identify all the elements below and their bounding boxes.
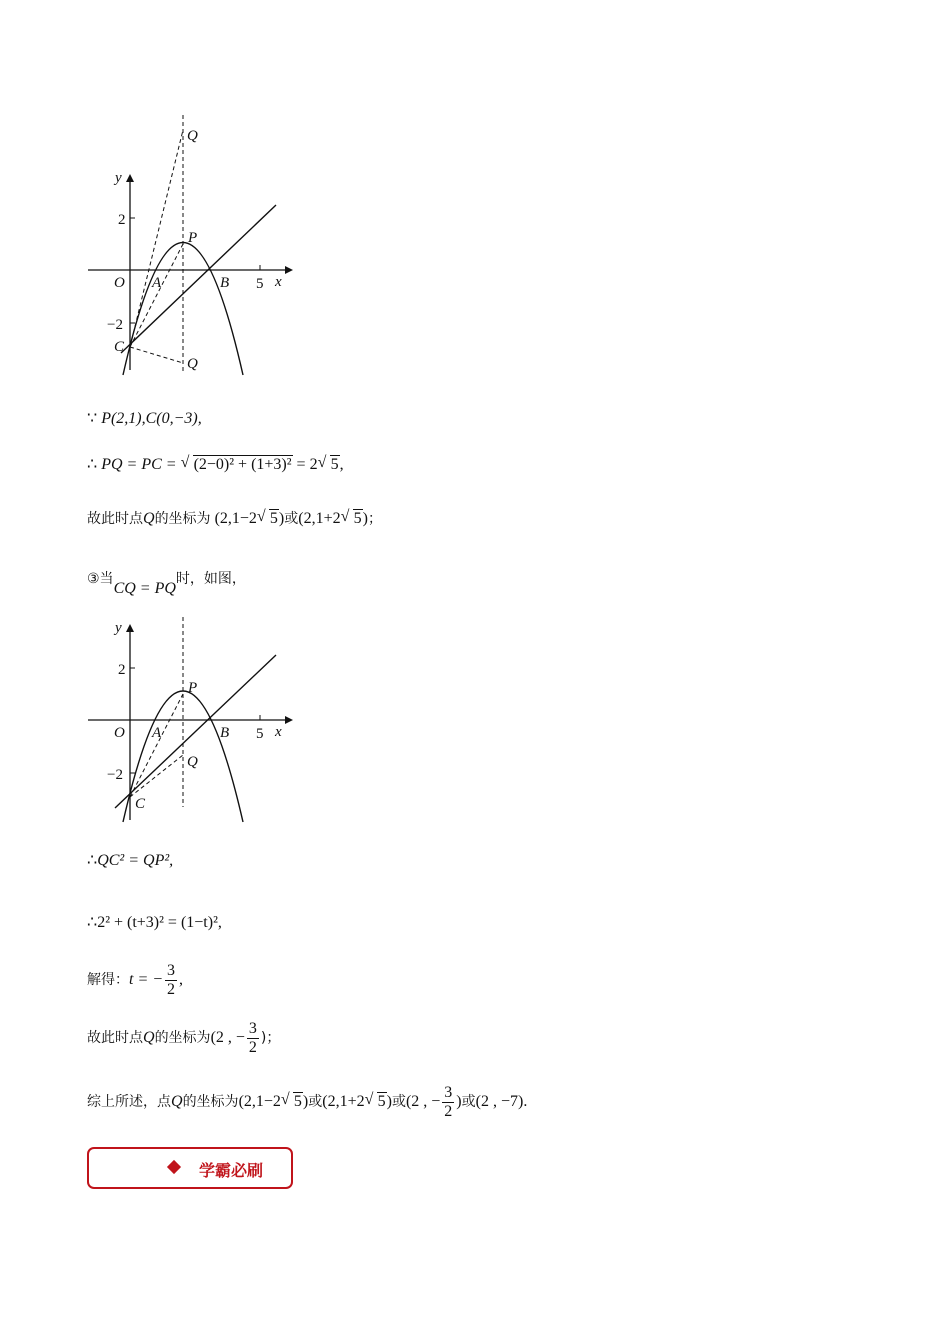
line-9-or2: 或	[391, 1094, 406, 1111]
diamond-icon	[167, 1160, 181, 1174]
fig1-label-O: O	[114, 275, 125, 291]
answer-b-rad: 5	[377, 1093, 386, 1111]
fig1-label-Q-bottom: Q	[187, 356, 198, 372]
line-9-mid: 的坐标为	[182, 1094, 239, 1111]
line-5-text: QC² = QP²,	[97, 852, 174, 869]
fig2-label-Q: Q	[187, 754, 198, 770]
fig1-label-x: x	[275, 274, 282, 290]
line-9-Q: Q	[171, 1093, 183, 1111]
banner-label: 学霸必刷	[199, 1161, 264, 1180]
line-3-mid: 的坐标为	[154, 511, 211, 527]
line-9-or1: 或	[308, 1094, 323, 1111]
line-3-prefix: 故此时点	[87, 511, 143, 527]
fraction-num: 3	[167, 962, 176, 979]
section-banner	[87, 1147, 293, 1189]
answer-b-close: )	[386, 1093, 392, 1111]
line-8-open: (2 , −	[210, 1029, 245, 1047]
line-1-text: P(2,1),C(0,−3),	[101, 410, 202, 427]
line-8-prefix: 故此时点	[87, 1030, 143, 1047]
fig1-tick-2: 2	[118, 212, 126, 228]
because-symbol: ∵	[87, 410, 98, 427]
line-1	[87, 408, 202, 428]
line-8-mid: 的坐标为	[154, 1030, 211, 1047]
line-9-prefix: 综上所述，点	[87, 1094, 171, 1111]
fraction-3-2	[442, 1084, 454, 1121]
answer-a-open: (2,1−2	[238, 1093, 281, 1111]
line-2	[87, 454, 344, 474]
line-3	[87, 508, 382, 528]
answer-c-open: (2 , −	[405, 1093, 441, 1111]
sqrt-expression: √ (2−0)² + (1+3)²	[180, 454, 292, 473]
fig2-tick-2: 2	[118, 662, 126, 678]
fraction-3-2	[165, 962, 177, 999]
line-3-or: 或	[284, 511, 299, 527]
line-4	[87, 568, 246, 597]
radicand: (2−0)² + (1+3)²	[193, 456, 292, 473]
fraction-3-2	[247, 1020, 259, 1057]
answer-b-open: (2,1+2	[322, 1093, 365, 1111]
coord-1-sqrt: √ 5	[256, 508, 278, 527]
fig1-label-Q-top: Q	[187, 128, 198, 144]
fraction-num: 3	[248, 1020, 257, 1037]
line-7	[87, 962, 183, 999]
fig2-label-x: x	[275, 724, 282, 740]
fig2-label-B: B	[220, 725, 230, 741]
line-7-prefix: 解得：	[87, 972, 129, 989]
answer-d: (2 , −7)	[475, 1093, 524, 1111]
line-8-close: )；	[260, 1030, 281, 1047]
fraction-num: 3	[444, 1084, 453, 1101]
fraction-den: 2	[248, 1039, 257, 1056]
line-2-eq: = 2	[296, 456, 318, 473]
line-8-Q: Q	[143, 1029, 155, 1047]
coord-2-rad: 5	[353, 510, 362, 527]
answer-a-sqrt: √ 5	[280, 1091, 302, 1111]
figure-1	[85, 110, 300, 380]
answer-a-close: )	[302, 1093, 309, 1111]
coord-2-open: (2,1+2	[298, 510, 341, 527]
answer-a-rad: 5	[293, 1093, 302, 1111]
fig1-tick-5: 5	[256, 276, 264, 292]
fig2-label-P: P	[188, 680, 198, 696]
answer-c-close: )	[456, 1093, 462, 1111]
line-9-or3: 或	[461, 1094, 476, 1111]
fig1-label-B: B	[220, 275, 230, 291]
fig2-label-A: A	[152, 725, 162, 741]
line-2-lhs: PQ = PC =	[101, 456, 177, 473]
fig2-label-O: O	[114, 725, 125, 741]
case-3-label: ③当	[87, 571, 114, 587]
figure-2	[85, 612, 300, 827]
coord-1-close: )	[278, 510, 285, 527]
line-3-end: ；	[367, 511, 382, 527]
line-3-Q: Q	[143, 510, 155, 527]
line-9	[87, 1084, 527, 1121]
therefore-symbol: ∴	[87, 914, 98, 931]
coord-2-close: )	[362, 510, 368, 527]
fig2-tick-neg2: −2	[107, 767, 123, 783]
therefore-symbol: ∴	[87, 852, 98, 869]
fig2-tick-5: 5	[256, 726, 264, 742]
sqrt-5: √ 5	[317, 454, 339, 473]
fig2-label-y: y	[115, 620, 122, 636]
fig1-label-y: y	[115, 170, 122, 186]
fraction-den: 2	[167, 981, 176, 998]
fig2-label-C: C	[135, 796, 146, 812]
fig1-label-A: A	[152, 275, 162, 291]
fig1-tick-neg2: −2	[107, 317, 123, 333]
line-6	[87, 912, 222, 932]
fig1-label-C: C	[114, 339, 125, 355]
coord-2-sqrt: √ 5	[340, 508, 362, 527]
line-8	[87, 1020, 280, 1057]
line-5	[87, 850, 173, 870]
line-7-var: t = −	[129, 971, 164, 989]
line-7-tail: ,	[179, 971, 184, 989]
line-9-end: .	[523, 1093, 528, 1111]
sqrt-5-value: 5	[330, 456, 339, 473]
line-6-text: 2² + (t+3)² = (1−t)²,	[97, 914, 222, 931]
fig1-label-P: P	[188, 230, 198, 246]
case-3-condition: CQ = PQ	[113, 580, 176, 597]
line-2-tail: ,	[339, 456, 344, 473]
answer-b-sqrt: √ 5	[364, 1091, 386, 1111]
therefore-symbol: ∴	[87, 456, 98, 473]
fraction-den: 2	[444, 1103, 453, 1120]
case-3-suffix: 时，如图，	[175, 571, 246, 587]
coord-1-rad: 5	[269, 510, 278, 527]
coord-1-open: (2,1−2	[214, 510, 257, 527]
